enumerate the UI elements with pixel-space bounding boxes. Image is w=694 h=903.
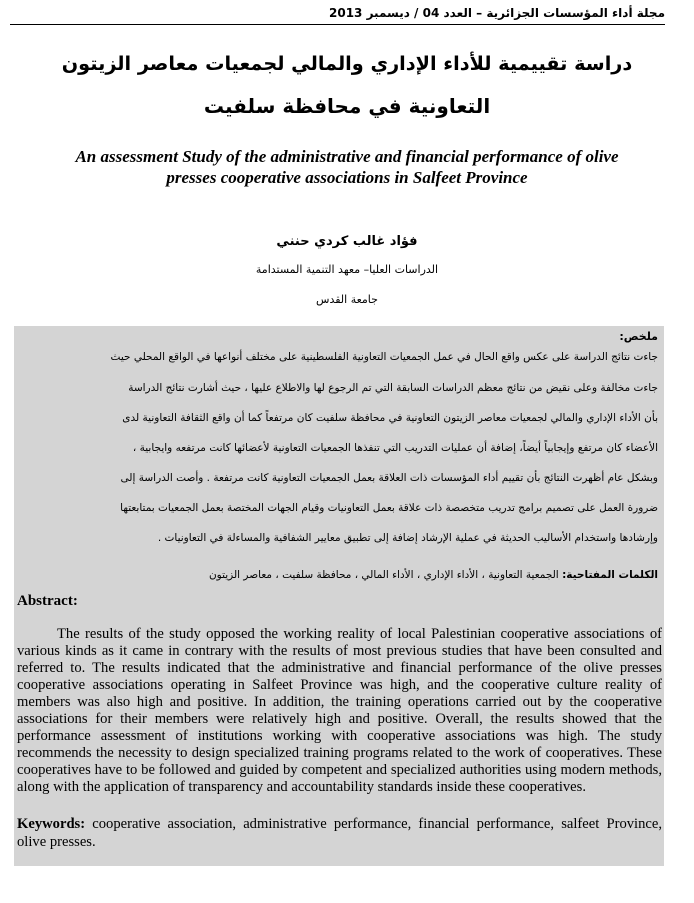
arabic-abstract-label: ملخص: (619, 330, 658, 343)
journal-info: مجلة أداء المؤسسات الجزائرية – العدد 04 / ديسمبر 2013 (329, 6, 665, 20)
english-title: An assessment Study of the administrative and financial performance of olive presses cooperative associations in Salfeet Province (75, 147, 619, 187)
author-affiliation: الدراسات العليا– معهد التنمية المستدامة (255, 263, 439, 276)
arabic-title-line-2: التعاونية في محافظة سلفيت (203, 94, 491, 118)
arabic-abstract-line: بأن الأداء الإداري والمالي لجمعيات معاصر الزيتون التعاونية في محافظة سلفيت كان مرتفعاً كما أن واقع الثقافة التعاونية لدى (122, 412, 658, 424)
arabic-title-line-1: دراسة تقييمية للأداء الإداري والمالي لجمعيات معاصر الزيتون (61, 52, 633, 75)
abstract-box (14, 326, 664, 866)
english-keywords (17, 815, 662, 851)
arabic-abstract-line: جاءت مخالفة وعلى نقيض من نتائج معظم الدراسات السابقة التي تم الرجوع لها والاطلاع عليها ، حيث أشارت نتائج الدراسة (128, 382, 658, 394)
english-keywords-text: cooperative association, administrative performance, financial performance, salfeet Province, olive presses. (17, 816, 662, 850)
arabic-keywords-text: الجمعية التعاونية ، الأداء الإداري ، الأداء المالي ، محافظة سلفيت ، معاصر الزيتون (208, 569, 559, 581)
arabic-abstract-line: جاءت نتائج الدراسة على عكس واقع الحال في عمل الجمعيات التعاونية الفلسطينية على مختلف أنواعها في الواقع المحلي حيث (110, 351, 658, 363)
english-abstract-label: Abstract: (17, 593, 78, 609)
arabic-keywords (209, 569, 658, 581)
author-name: فؤاد غالب كردي حنني (276, 234, 418, 249)
english-keywords-label: Keywords: (17, 816, 86, 832)
arabic-abstract-line: ضرورة العمل على تصميم برامج تدريب متخصصة ذات علاقة بعمل التعاونيات وقيام الجهات المختصة بعمل الجمعيات بمتابعتها (120, 502, 658, 514)
journal-header (10, 6, 665, 25)
arabic-abstract-line: الأعضاء كان مرتفع وإيجابياً أيضاً، إضافة أن عمليات التدريب التي تنفذها الجمعيات التعاونية لأعضائها كانت مرتفعه وايجابية ، (132, 442, 658, 454)
arabic-abstract-line: وإرشادها واستخدام الأساليب الحديثة في عملية الإرشاد إضافة إلى تطبيق معايير الشفافية والمساءلة في التعاونيات . (157, 532, 658, 544)
arabic-abstract-line: وبشكل عام أظهرت النتائج بأن تقييم أداء المؤسسات ذات العلاقة بعمل الجمعيات التعاونية كانت مرتفعة . وأصت الدراسة إلى (120, 472, 658, 484)
author-university: جامعة القدس (316, 293, 378, 306)
english-abstract-body: The results of the study opposed the working reality of local Palestinian cooperative associations of various kinds as it came in contrary with the results of most previous studies that have been consulted and referred to. The results indicated that the administrative and financial performance of the olive presses cooperative associations operating in Salfeet Province was high, and the cooperative culture reality of members was also high and positive. In addition, the training operations carried out by the cooperative associations for their members were relatively high and positive. Overall, the results showed that the performance assessment of institutions working with cooperative associations was high. The study recommends the necessity to design specialized training programs related to the work of cooperatives. These cooperatives have to be followed and guided by competent and specialized authorities using modern methods, along with the application of transparency and accountability standards inside these cooperatives. (17, 626, 662, 795)
arabic-keywords-label: الكلمات المفتاحية: (562, 569, 658, 581)
